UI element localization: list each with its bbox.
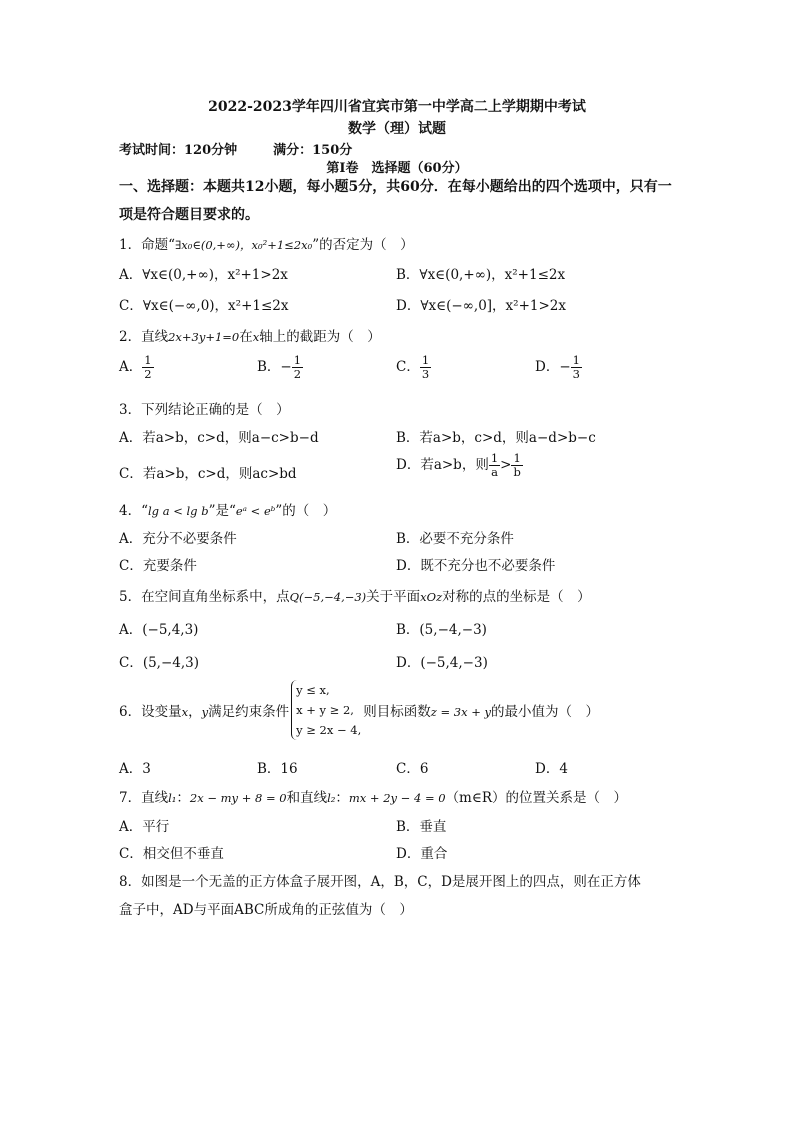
q5-option-a: A．(−5,4,3) — [119, 622, 199, 638]
exam-info — [119, 139, 352, 158]
question-4-stem: 4．“lg a < lg b”是“eᵃ < eᵇ”的（ ） — [119, 503, 337, 519]
question-3-stem: 3．下列结论正确的是（ ） — [119, 402, 290, 418]
q7-option-b: B．垂直 — [396, 819, 447, 835]
q1-option-c: C．∀x∈(−∞,0)，x²+1≤2x — [119, 298, 289, 314]
q6-option-d: D．4 — [535, 761, 568, 777]
exam-subtitle: 数学（理）试题 — [348, 121, 446, 137]
q5-option-d: D．(−5,4,−3) — [396, 655, 488, 671]
q5-option-b: B．(5,−4,−3) — [396, 622, 487, 638]
q4-option-a: A．充分不必要条件 — [119, 531, 237, 547]
section-heading: 第Ⅰ卷 选择题（60分） — [326, 161, 468, 176]
question-2-stem: 2．直线2x+3y+1=0在x轴上的截距为（ ） — [119, 329, 381, 345]
question-5-stem: 5．在空间直角坐标系中，点Q(−5,−4,−3)关于平面xOz对称的点的坐标是（ ） — [119, 589, 591, 605]
exam-score: 满分：150分 — [273, 143, 353, 158]
exam-time: 考试时间：120分钟 — [119, 143, 238, 158]
q7-option-d: D．重合 — [396, 846, 448, 862]
q6-option-b: B．16 — [257, 761, 298, 777]
q3-option-b: B．若a>b，c>d，则a−d>b−c — [396, 430, 596, 446]
question-1-stem: 1．命题“∃x₀∈(0,+∞)，x₀²+1≤2x₀”的否定为（ ） — [119, 237, 414, 253]
question-7-stem: 7．直线l₁：2x − my + 8 = 0和直线l₂：mx + 2y − 4 = 0（m∈R）的位置关系是（ ） — [119, 790, 628, 806]
q3-option-d: D．若a>b，则 $\frac{1}{a}$ > $\frac{1}{b}$ — [396, 451, 521, 479]
exam-title: 2022-2023学年四川省宜宾市第一中学高二上学期期中考试 — [208, 99, 586, 115]
q4-option-b: B．必要不充分条件 — [396, 531, 514, 547]
q2-option-d: D．− $\frac{1}{3}$ — [535, 353, 580, 381]
q5-option-c: C．(5,−4,3) — [119, 655, 200, 671]
q4-option-c: C．充要条件 — [119, 558, 197, 574]
q3-option-c: C．若a>b，c>d，则ac>bd — [119, 466, 297, 482]
q1-option-a: A．∀x∈(0,+∞)，x²+1>2x — [119, 267, 288, 283]
question-8-stem-line1: 8．如图是一个无盖的正方体盒子展开图，A，B，C，D是展开图上的四点，则在正方体 — [119, 874, 641, 890]
q7-option-a: A．平行 — [119, 819, 170, 835]
q2-option-c: C． $\frac{1}{3}$ — [396, 353, 430, 381]
q6-option-c: C．6 — [396, 761, 429, 777]
q1-option-b: B．∀x∈(0,+∞)，x²+1≤2x — [396, 267, 566, 283]
section-instructions: 一、选择题：本题共12小题，每小题5分，共60分．在每小题给出的四个选项中，只有一项是符合题目要求的。 — [119, 179, 672, 223]
q4-option-d: D．既不充分也不必要条件 — [396, 558, 556, 574]
q7-option-c: C．相交但不垂直 — [119, 846, 224, 862]
q2-option-a: A． $\frac{1}{2}$ — [119, 353, 152, 381]
q1-option-d: D．∀x∈(−∞,0]，x²+1>2x — [396, 298, 566, 314]
q3-option-a: A．若a>b，c>d，则a−c>b−d — [119, 430, 319, 446]
q1-math: ∃x₀∈(0,+∞)，x₀²+1≤2x₀ — [175, 238, 313, 252]
question-6-stem: 6．设变量x，y满足约束条件 y ≤ x, x + y ≥ 2, y ≥ 2x − 4, 则目标函数z = 3x + y的最小值为（ ） — [119, 680, 599, 740]
q6-constraint-system: y ≤ x, x + y ≥ 2, y ≥ 2x − 4, — [291, 680, 361, 740]
question-8-stem-line2: 盒子中，AD与平面ABC所成角的正弦值为（ ） — [119, 902, 413, 918]
q6-option-a: A．3 — [119, 761, 151, 777]
q2-option-b: B．− $\frac{1}{2}$ — [257, 353, 302, 381]
